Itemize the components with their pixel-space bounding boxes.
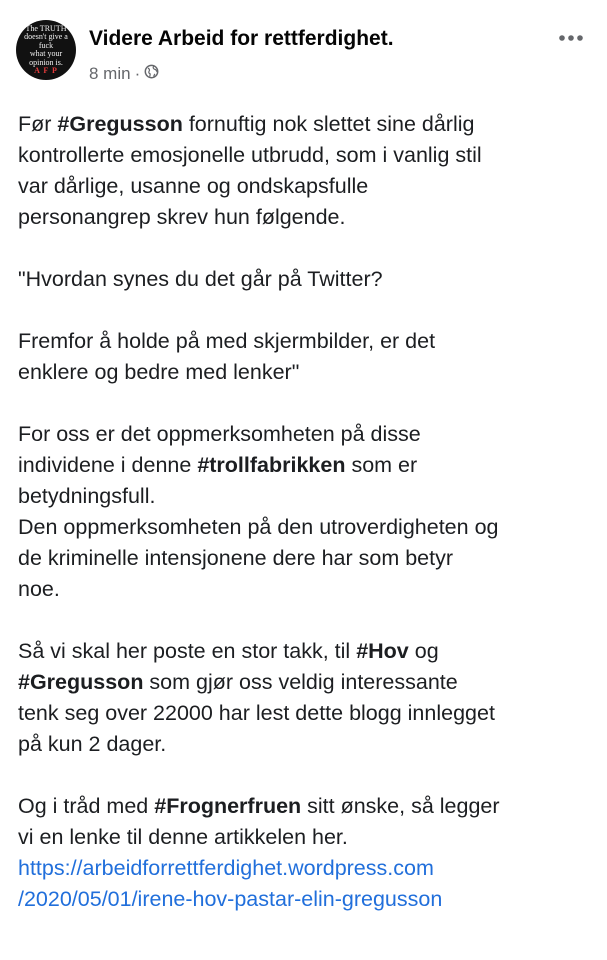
post-text: Den oppmerksomheten på den utroverdigheten og: [18, 515, 499, 539]
post-body: [18, 109, 602, 915]
post-paragraph-3: [18, 326, 602, 388]
post-text: For oss er det oppmerksomheten på disse: [18, 422, 421, 446]
post-paragraph-6: [18, 791, 602, 853]
post-paragraph-5: [18, 636, 602, 760]
post-text: Fremfor å holde på med skjermbilder, er det: [18, 329, 436, 353]
post-text: Før: [18, 112, 58, 136]
post-text: som gjør oss veldig interessante: [143, 670, 458, 694]
avatar-text-line-3: fuck: [38, 40, 54, 50]
hashtag-trollfabrikken[interactable]: #trollfabrikken: [197, 453, 346, 477]
post-text: fornuftig nok slettet sine dårlig: [182, 112, 475, 136]
post-text: enklere og bedre med lenker": [18, 360, 300, 384]
post-text: kontrollerte emosjonelle utbrudd, som i vanlig stil: [18, 143, 482, 167]
avatar-text-line-1: The TRUTH: [25, 23, 67, 33]
post-meta: [89, 62, 159, 86]
post-text: de kriminelle intensjonene dere har som betyr: [18, 546, 454, 570]
post-header: [0, 0, 607, 100]
post-paragraph-4: [18, 419, 602, 605]
globe-icon: [144, 64, 159, 84]
post-text: personangrep skrev hun følgende.: [18, 205, 346, 229]
post-paragraph-1: [18, 109, 602, 233]
meta-separator: ·: [134, 64, 141, 83]
page-name-link[interactable]: Videre Arbeid for rettferdighet.: [89, 27, 394, 50]
more-horizontal-icon: [558, 34, 584, 42]
post-text: noe.: [18, 577, 60, 601]
post-timestamp[interactable]: 8 min: [89, 64, 131, 83]
more-options-button[interactable]: [553, 22, 589, 54]
post-text: tenk seg over 22000 har lest dette blogg innlegget: [18, 701, 495, 725]
hashtag-gregusson[interactable]: #Gregusson: [57, 112, 183, 136]
post-text: "Hvordan synes du det går på Twitter?: [18, 267, 383, 291]
post-text: og: [408, 639, 439, 663]
post-paragraph-2: [18, 264, 602, 295]
post-text: sitt ønske, så legger: [301, 794, 500, 818]
article-link-line-1[interactable]: https://arbeidforrettferdighet.wordpress.com: [18, 856, 434, 880]
hashtag-frognerfruen[interactable]: #Frognerfruen: [154, 794, 302, 818]
avatar-text-line-2: doesn't give a: [24, 32, 68, 41]
post-text: individene i denne: [18, 453, 198, 477]
post-text: betydningsfull.: [18, 484, 156, 508]
post-text: Så vi skal her poste en stor takk, til: [18, 639, 357, 663]
post-text: Og i tråd med: [18, 794, 155, 818]
post-text: vi en lenke til denne artikkelen her.: [18, 825, 348, 849]
avatar-text-line-4: what your: [29, 49, 63, 58]
article-link-line-2[interactable]: /2020/05/01/irene-hov-pastar-elin-gregusson: [18, 887, 443, 911]
post-text: på kun 2 dager.: [18, 732, 167, 756]
avatar-text-line-6: A F P: [34, 66, 58, 75]
avatar-text-line-5: opinion is.: [29, 57, 63, 67]
page-avatar[interactable]: [16, 20, 76, 80]
hashtag-hov[interactable]: #Hov: [356, 639, 409, 663]
hashtag-gregusson-2[interactable]: #Gregusson: [18, 670, 144, 694]
post-text: var dårlige, usanne og ondskapsfulle: [18, 174, 369, 198]
post-text: som er: [345, 453, 418, 477]
